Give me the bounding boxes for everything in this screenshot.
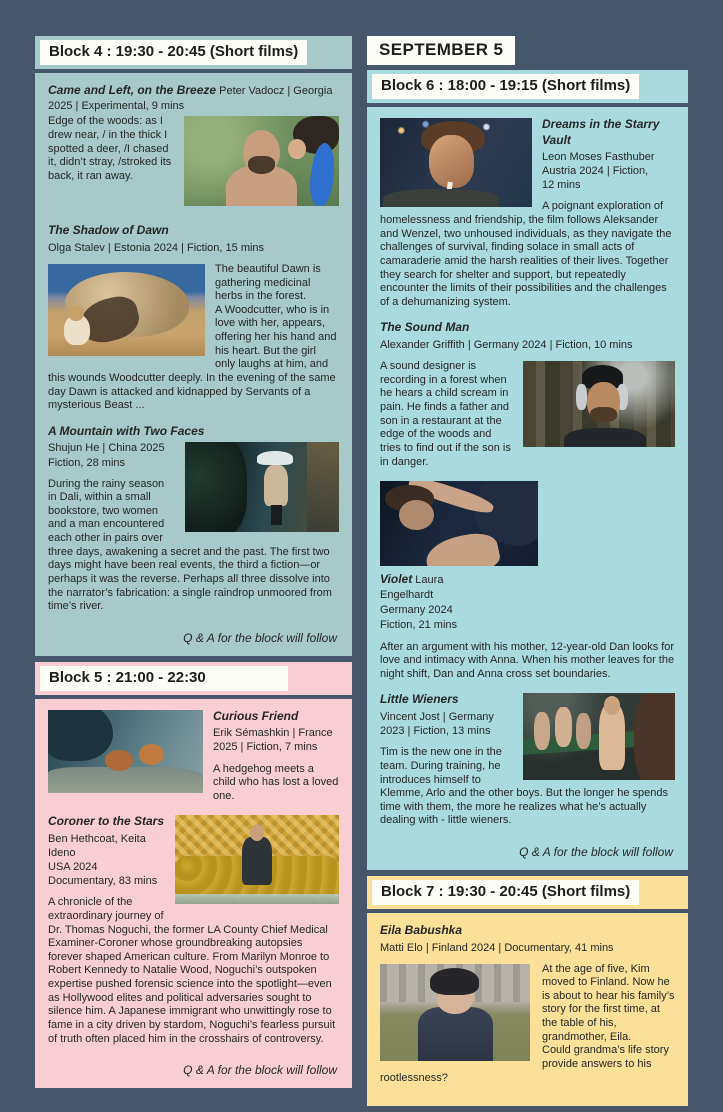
qa-note: Q & A for the block will follow xyxy=(519,845,673,859)
face-shape xyxy=(429,135,475,188)
film-photo-coroner xyxy=(175,815,339,904)
film-photo-starry xyxy=(380,118,532,207)
film-photo-soundman xyxy=(523,361,675,447)
film-body xyxy=(380,692,675,828)
block-4-section xyxy=(35,36,352,656)
torso-shape xyxy=(555,707,572,747)
woman-face-shape xyxy=(288,139,307,160)
block-6-panel xyxy=(367,107,688,870)
film-body xyxy=(48,709,339,804)
film-credits: 2025 | Fiction, 7 mins xyxy=(213,741,318,754)
film-dreams-in-the-starry-vault xyxy=(380,117,675,309)
face-shape xyxy=(399,500,434,530)
seabed-shape xyxy=(48,767,203,793)
film-credits: Documentary, 83 mins xyxy=(48,875,158,888)
block-4-panel xyxy=(35,73,352,656)
foreground-figure-shape xyxy=(634,693,675,780)
film-curious-friend xyxy=(48,709,339,804)
coat-figure-shape xyxy=(264,465,289,506)
building-shape xyxy=(307,442,339,532)
film-body xyxy=(48,814,339,1046)
film-title: Little Wieners xyxy=(380,692,459,707)
block-5-header-bar xyxy=(35,662,352,695)
qa-note: Q & A for the block will follow xyxy=(183,1063,337,1078)
film-description: A Woodcutter, who is in love with her, appears, offering her his hand and his heart. But the girl only laughs at him, and this wounds Woodcutter deeply. In the evening of the same day Dawn is attacked and kidnapped by Servants of a mysterious Beast ... xyxy=(48,303,337,412)
film-credits: Laura Engelhardt xyxy=(380,574,444,601)
block-7-section xyxy=(367,876,688,1106)
film-title: Eila Babushka xyxy=(380,922,463,937)
beard-shape xyxy=(248,156,276,174)
film-credits: 12 mins xyxy=(542,179,581,192)
film-coroner-to-the-stars xyxy=(48,814,339,1046)
knit-hat-shape xyxy=(430,968,480,994)
film-title: Violet xyxy=(380,572,413,587)
film-body xyxy=(48,263,339,413)
suit-figure-shape xyxy=(242,837,272,885)
film-description: A sound designer is recording in a forest when he hears a child scream in pain. He finds a father and son in a restaurant at the edge of the woods and tries to find out if the son is in danger. xyxy=(380,360,511,468)
film-title: Curious Friend xyxy=(213,708,299,723)
film-credits: Alexander Griffith | Germany 2024 | Fiction, 10 mins xyxy=(380,339,633,352)
block-4-header: Block 4 : 19:30 - 20:45 (Short films) xyxy=(40,40,307,65)
film-credits: Austria 2024 | Fiction, xyxy=(542,165,649,178)
film-body xyxy=(48,441,339,613)
figure-head-shape xyxy=(68,305,84,321)
headphone-shape xyxy=(576,384,587,411)
jacket-shape xyxy=(418,1007,493,1060)
film-photo-eila xyxy=(380,964,530,1061)
film-photo-mountain xyxy=(185,442,339,532)
shoulder-shape xyxy=(383,189,499,207)
qa-note: Q & A for the block will follow xyxy=(183,630,337,645)
film-body xyxy=(48,115,339,212)
block-7-header-bar xyxy=(367,876,688,909)
film-description: Tim is the new one in the team. During training, he introduces himself to Klemme, Arlo and the other boys. But the longer he spends time with them, the more he realizes what he’s actually dealing with - little wieners. xyxy=(380,746,669,827)
orange-shape xyxy=(105,750,133,772)
film-description: At the age of five, Kim moved to Finland. Now he is about to hear his family’s story for the first time, at the table of his, grandmother, Eila. xyxy=(542,962,675,1043)
film-description: The beautiful Dawn is gathering medicinal herbs in the forest. xyxy=(215,262,321,303)
film-credits: 2023 | Fiction, 13 mins xyxy=(380,725,491,738)
film-credits: Matti Elo | Finland 2024 | Documentary, 41 mins xyxy=(380,941,614,954)
film-credits: Fiction, 21 mins xyxy=(380,618,458,631)
film-photo-wieners xyxy=(523,693,675,780)
film-credits: Ben Hethcoat, Keita Ideno xyxy=(48,833,146,860)
glass-table-shape xyxy=(175,894,339,905)
block-4-header-bar xyxy=(35,36,352,69)
film-description: After an argument with his mother, 12-year-old Dan looks for love and intimacy with Anna. When his mother leaves for the night shift, Dan and Anna cross set boundaries. xyxy=(380,640,675,680)
block-5-section xyxy=(35,662,352,1088)
film-credits: Olga Stalev | Estonia 2024 | Fiction, 15 mins xyxy=(48,241,265,254)
film-eila-babushka xyxy=(380,923,675,1085)
block-6-section xyxy=(367,70,688,870)
film-body xyxy=(380,480,675,631)
festival-program-page xyxy=(35,36,688,1112)
block-5-panel xyxy=(35,699,352,1088)
film-little-wieners xyxy=(380,692,675,828)
film-title-line xyxy=(48,223,339,239)
film-title: A Mountain with Two Faces xyxy=(48,423,205,438)
beard-shape xyxy=(590,407,617,422)
film-came-and-left-on-the-breeze xyxy=(48,83,339,212)
film-photo-underwater xyxy=(48,710,203,793)
film-title: Dreams in the Starry Vault xyxy=(542,117,660,147)
film-credits: Shujun He | China 2025 xyxy=(48,442,165,455)
legs-shape xyxy=(271,505,282,526)
film-description: Could grandma’s life story provide answers to his rootlessness? xyxy=(380,1044,669,1084)
torso-shape xyxy=(576,713,591,750)
film-credits: Germany 2024 xyxy=(380,604,453,617)
film-credits: USA 2024 xyxy=(48,861,98,874)
film-a-mountain-with-two-faces xyxy=(48,424,339,614)
film-the-shadow-of-dawn xyxy=(48,223,339,413)
date-header: SEPTEMBER 5 xyxy=(367,36,515,65)
film-title-line xyxy=(48,83,339,113)
film-credits: Vincent Jost | Germany xyxy=(380,711,494,724)
film-photo-dawn xyxy=(48,264,205,356)
block-6-header-bar xyxy=(367,70,688,103)
torso-shape xyxy=(534,712,551,750)
film-credits: Fiction, 28 mins xyxy=(48,456,126,469)
film-title-line xyxy=(380,320,675,336)
film-title: Coroner to the Stars xyxy=(48,814,165,829)
film-title: Came and Left, on the Breeze xyxy=(48,83,217,97)
film-body xyxy=(380,360,675,469)
foliage-shape xyxy=(185,442,247,532)
film-description: A chronicle of the extraordinary journey of Dr. Thomas Noguchi, the former LA County Chief Medical Examiner-Coroner whose groundbreaking autopsies forever shaped American culture. From Marilyn Monroe to Robert Kennedy to Natalie Wood, Noguchi’s outspoken expertise pushed forensic science into the spotlight—even as Hollywood elites and political adversaries sought to silence him. A Japanese immigrant who unwittingly rose to fame in a city driven by stardom, Noguchi’s fearless pursuit of truth often placed him in the crosshairs of controversy. xyxy=(48,896,336,1045)
block-5-header: Block 5 : 21:00 - 22:30 xyxy=(40,666,288,691)
rock-shape xyxy=(48,710,113,761)
film-title: The Sound Man xyxy=(380,320,470,335)
film-body xyxy=(380,117,675,309)
film-photo-breeze xyxy=(184,116,339,206)
film-description: Edge of the woods: as I drew near, / in the thick I spotted a deer, /I chased it, didn’t stray, /stroked its back, it ran away. xyxy=(48,115,172,182)
block-7-header: Block 7 : 19:30 - 20:45 (Short films) xyxy=(372,880,639,905)
umbrella-shape xyxy=(257,451,292,465)
film-credits: Leon Moses Fasthuber xyxy=(542,151,655,164)
film-title-line xyxy=(48,424,339,440)
film-body xyxy=(380,963,675,1086)
block-7-panel xyxy=(367,913,688,1106)
film-description: A poignant exploration of homelessness and friendship, the film follows Aleksander and Wenzel, two unhoused individuals, as they navigate the challenges of survival, finding solace in small acts of camaraderie amid the harsh realities of their lives. Together they search for shelter and support, but repeatedly encounter the limits of their possibilities and the challenges of a dehumanizing system. xyxy=(380,200,672,308)
block-6-header: Block 6 : 18:00 - 19:15 (Short films) xyxy=(372,74,639,99)
film-credits: Peter Vadocz | Georgia 2025 | Experimental, 9 mins xyxy=(48,85,333,112)
film-credits: Erik Sémashkin | France xyxy=(213,727,333,740)
film-description: A hedgehog meets a child who has lost a loved one. xyxy=(213,762,339,802)
film-photo-violet xyxy=(380,481,538,566)
film-the-sound-man xyxy=(380,320,675,469)
film-title-line xyxy=(380,923,675,939)
orange-shape xyxy=(139,744,164,765)
right-column xyxy=(367,36,688,1112)
film-violet xyxy=(380,480,675,681)
film-title: The Shadow of Dawn xyxy=(48,223,169,238)
film-description: During the rainy season in Dali, within a small bookstore, two women and a man encountered each other in pairs over three days, awakening a secret and the past. The first two days might have been real events, the third a fiction—or perhaps it was the reverse. Perhaps all three dissolve into the narrator’s fabrication: a single raindrop unmoored from time’s river. xyxy=(48,477,332,613)
jacket-shape xyxy=(564,428,646,447)
left-column xyxy=(35,36,352,1112)
